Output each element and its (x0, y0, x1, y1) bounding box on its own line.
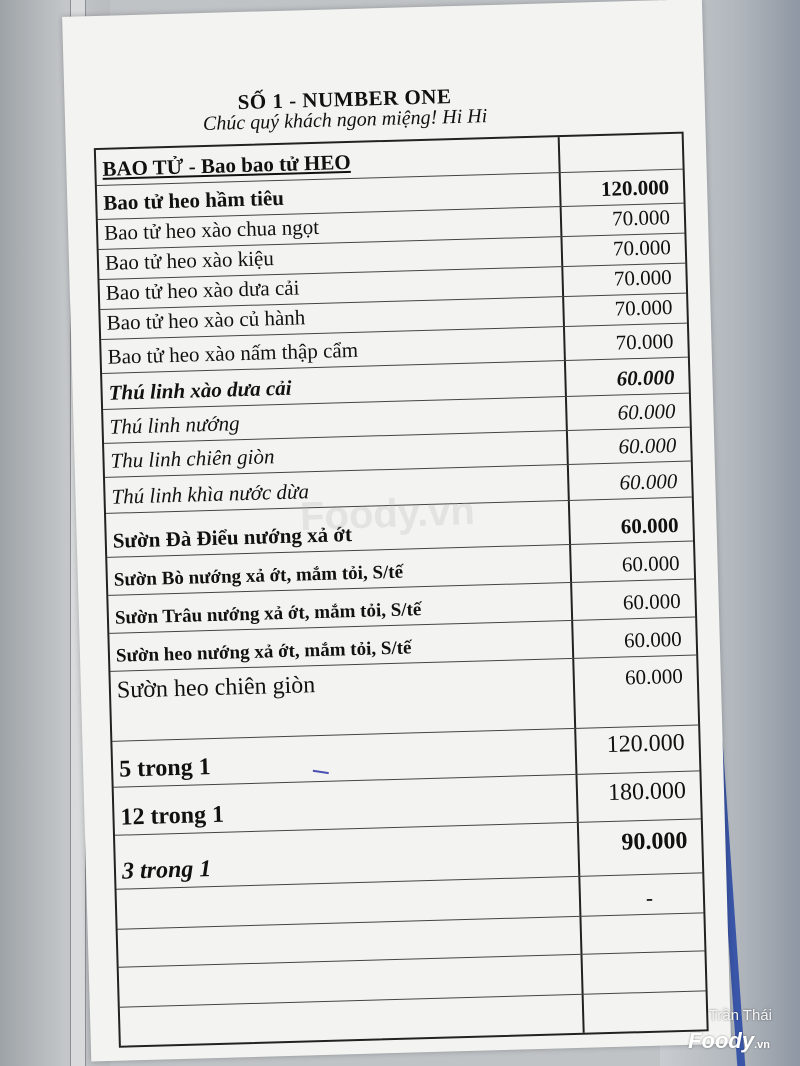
item-price: 60.000 (618, 432, 677, 459)
menu-table (94, 132, 709, 1048)
item-name: Thú linh xào dưa cải (108, 375, 292, 405)
item-price: 60.000 (622, 588, 682, 615)
item-price: - (645, 885, 654, 910)
item-name: Thú linh nướng (109, 411, 240, 439)
item-name: Thu linh chiên giòn (110, 444, 275, 473)
item-price: 120.000 (606, 729, 685, 759)
item-name: Sườn heo chiên giòn (116, 672, 316, 704)
section-title: BAO TỬ - Bao bao tử HEO (102, 149, 351, 181)
item-price: 90.000 (621, 827, 688, 856)
item-name: 3 trong 1 (121, 856, 212, 885)
brand-name: Foody (688, 1028, 755, 1053)
item-price: 60.000 (624, 663, 684, 690)
item-price: 60.000 (623, 626, 683, 653)
item-price: 60.000 (620, 512, 679, 539)
item-name: Sườn heo nướng xả ớt, mắm tỏi, S/tế (115, 637, 412, 667)
item-name: Bao tử heo xào chua ngọt (103, 214, 320, 245)
item-name: Sườn Đà Điểu nướng xả ớt (112, 522, 353, 553)
item-price: 60.000 (617, 398, 676, 425)
item-name: Sườn Bò nướng xả ớt, mắm tỏi, S/tế (113, 561, 404, 591)
item-price: 60.000 (619, 468, 678, 495)
item-name: Bao tử heo xào nấm thập cẩm (107, 337, 359, 369)
item-price: 60.000 (621, 550, 680, 577)
item-name: 12 trong 1 (120, 801, 225, 831)
item-price: 70.000 (613, 265, 672, 291)
item-price: 70.000 (611, 205, 671, 231)
item-price: 180.000 (607, 777, 687, 806)
item-price: 70.000 (615, 328, 674, 355)
brand-suffix: .vn (754, 1039, 770, 1051)
item-price: 70.000 (612, 235, 672, 261)
item-price: 70.000 (614, 295, 673, 321)
item-name: Bao tử heo hầm tiêu (102, 185, 285, 215)
item-name: Bao tử heo xào kiệu (104, 246, 275, 275)
item-price: 60.000 (616, 364, 675, 391)
restaurant-title: SỐ 1 - NUMBER ONE (237, 84, 452, 115)
item-price: 120.000 (600, 175, 670, 201)
item-name: Bao tử heo xào dưa cải (105, 275, 300, 305)
foody-logo (688, 1028, 770, 1054)
item-name: Sườn Trâu nướng xả ớt, mắm tỏi, S/tế (114, 599, 422, 629)
item-name: Bao tử heo xào củ hành (106, 305, 306, 335)
item-name: 5 trong 1 (118, 754, 212, 783)
greeting-subtitle: Chúc quý khách ngon miệng! Hi Hi (202, 105, 488, 136)
photo-credit: Trần Thái (708, 1007, 772, 1024)
item-name: Thú linh khìa nước dừa (111, 479, 310, 509)
foody-watermark: Foody.vn (299, 488, 476, 540)
